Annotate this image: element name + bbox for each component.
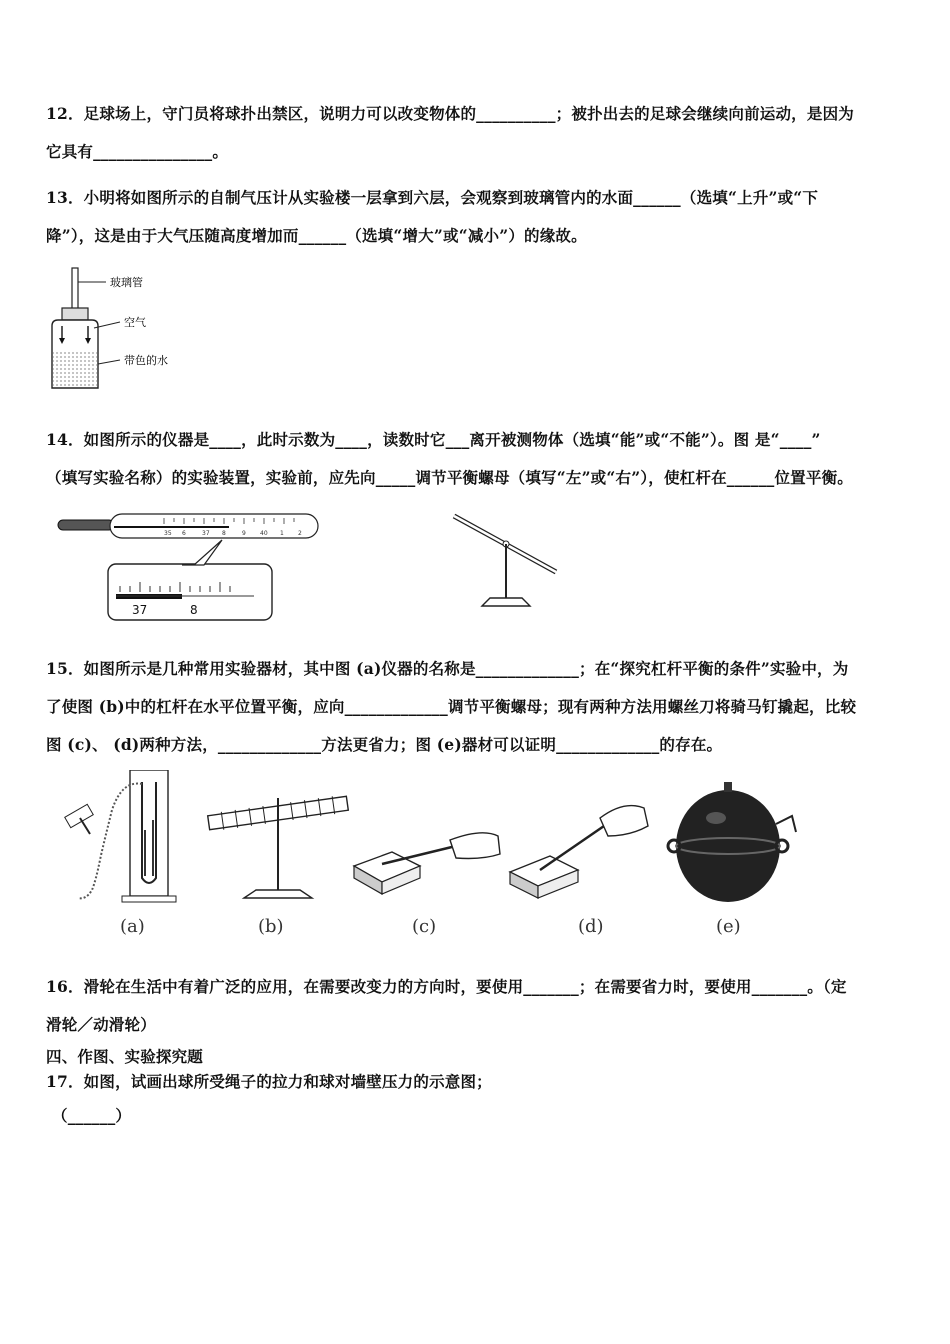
q13-line1: 13．小明将如图所示的自制气压计从实验楼一层拿到六层，会观察到玻璃管内的水面______（选填“上升”或“下 — [46, 188, 819, 207]
thermo-tick-40: 40 — [260, 530, 268, 537]
q17-line1: 17．如图，试画出球所受绳子的拉力和球对墙壁压力的示意图； — [46, 1072, 492, 1091]
equipment-figures — [52, 770, 812, 945]
q12-line1: 12．足球场上，守门员将球扑出禁区，说明力可以改变物体的__________；被扑出去的足球会继续向前运动，是因为 — [46, 104, 854, 123]
lever-figure — [208, 796, 349, 898]
section-4-title: 四、作图、实验探究题 — [46, 1047, 204, 1066]
q14-line2: （填写实验名称）的实验装置，实验前，应先向_____调节平衡螺母（填写“左”或“右”），使杠杆在______位置平衡。 — [46, 468, 853, 487]
caption-e: (e) — [716, 916, 741, 937]
q13-line2: 降”），这是由于大气压随高度增加而______（选填“增大”或“减小”）的缘故。 — [46, 226, 587, 245]
label-air: 空气 — [124, 316, 146, 329]
q16-line1: 16．滑轮在生活中有着广泛的应用，在需要改变力的方向时，要使用_______；在需要省力时，要使用_______。（定 — [46, 977, 847, 996]
thermometer-figure — [54, 508, 329, 624]
screwdriver-method-c-figure — [354, 833, 500, 894]
zoom-label-37: 37 — [132, 603, 148, 617]
caption-d: (d) — [578, 916, 604, 937]
q14-line1: 14．如图所示的仪器是____，此时示数为____，读数时它___离开被测物体（选填“能”或“不能”）。图 是“____” — [46, 430, 821, 449]
q16-line2: 滑轮／动滑轮） — [46, 1015, 156, 1034]
magdeburg-hemispheres-figure — [668, 782, 796, 902]
zoom-label-8: 8 — [190, 603, 198, 617]
q15-line3: 图 (c)、 (d)两种方法，_____________方法更省力；图 (e)器材可以证明_____________的存在。 — [46, 735, 723, 754]
label-colored-water: 带色的水 — [124, 354, 168, 367]
caption-b: (b) — [258, 916, 284, 937]
caption-a: (a) — [120, 916, 145, 937]
thermo-tick-37: 37 — [202, 530, 210, 537]
caption-c: (c) — [412, 916, 437, 937]
thermo-tick-9: 9 — [242, 530, 246, 537]
manometer-figure — [65, 770, 176, 902]
thermo-tick-1: 1 — [280, 530, 284, 537]
lever-stand-figure — [440, 508, 570, 613]
q15-line2: 了使图 (b)中的杠杆在水平位置平衡，应向_____________调节平衡螺母；现有两种方法用螺丝刀将骑马钉撬起，比较 — [46, 697, 857, 716]
q12-line2: 它具有_______________。 — [46, 142, 229, 161]
thermo-tick-8: 8 — [222, 530, 226, 537]
screwdriver-method-d-figure — [510, 806, 648, 898]
label-glass-tube: 玻璃管 — [110, 276, 143, 289]
q17-answer-blank: （______） — [52, 1106, 132, 1125]
thermo-tick-35: 35 — [164, 530, 172, 537]
thermo-tick-6: 6 — [182, 530, 186, 537]
barometer-figure — [44, 264, 204, 394]
q15-line1: 15．如图所示是几种常用实验器材，其中图 (a)仪器的名称是_____________；在“探究杠杆平衡的条件”实验中，为 — [46, 659, 849, 678]
thermo-tick-2: 2 — [298, 530, 302, 537]
